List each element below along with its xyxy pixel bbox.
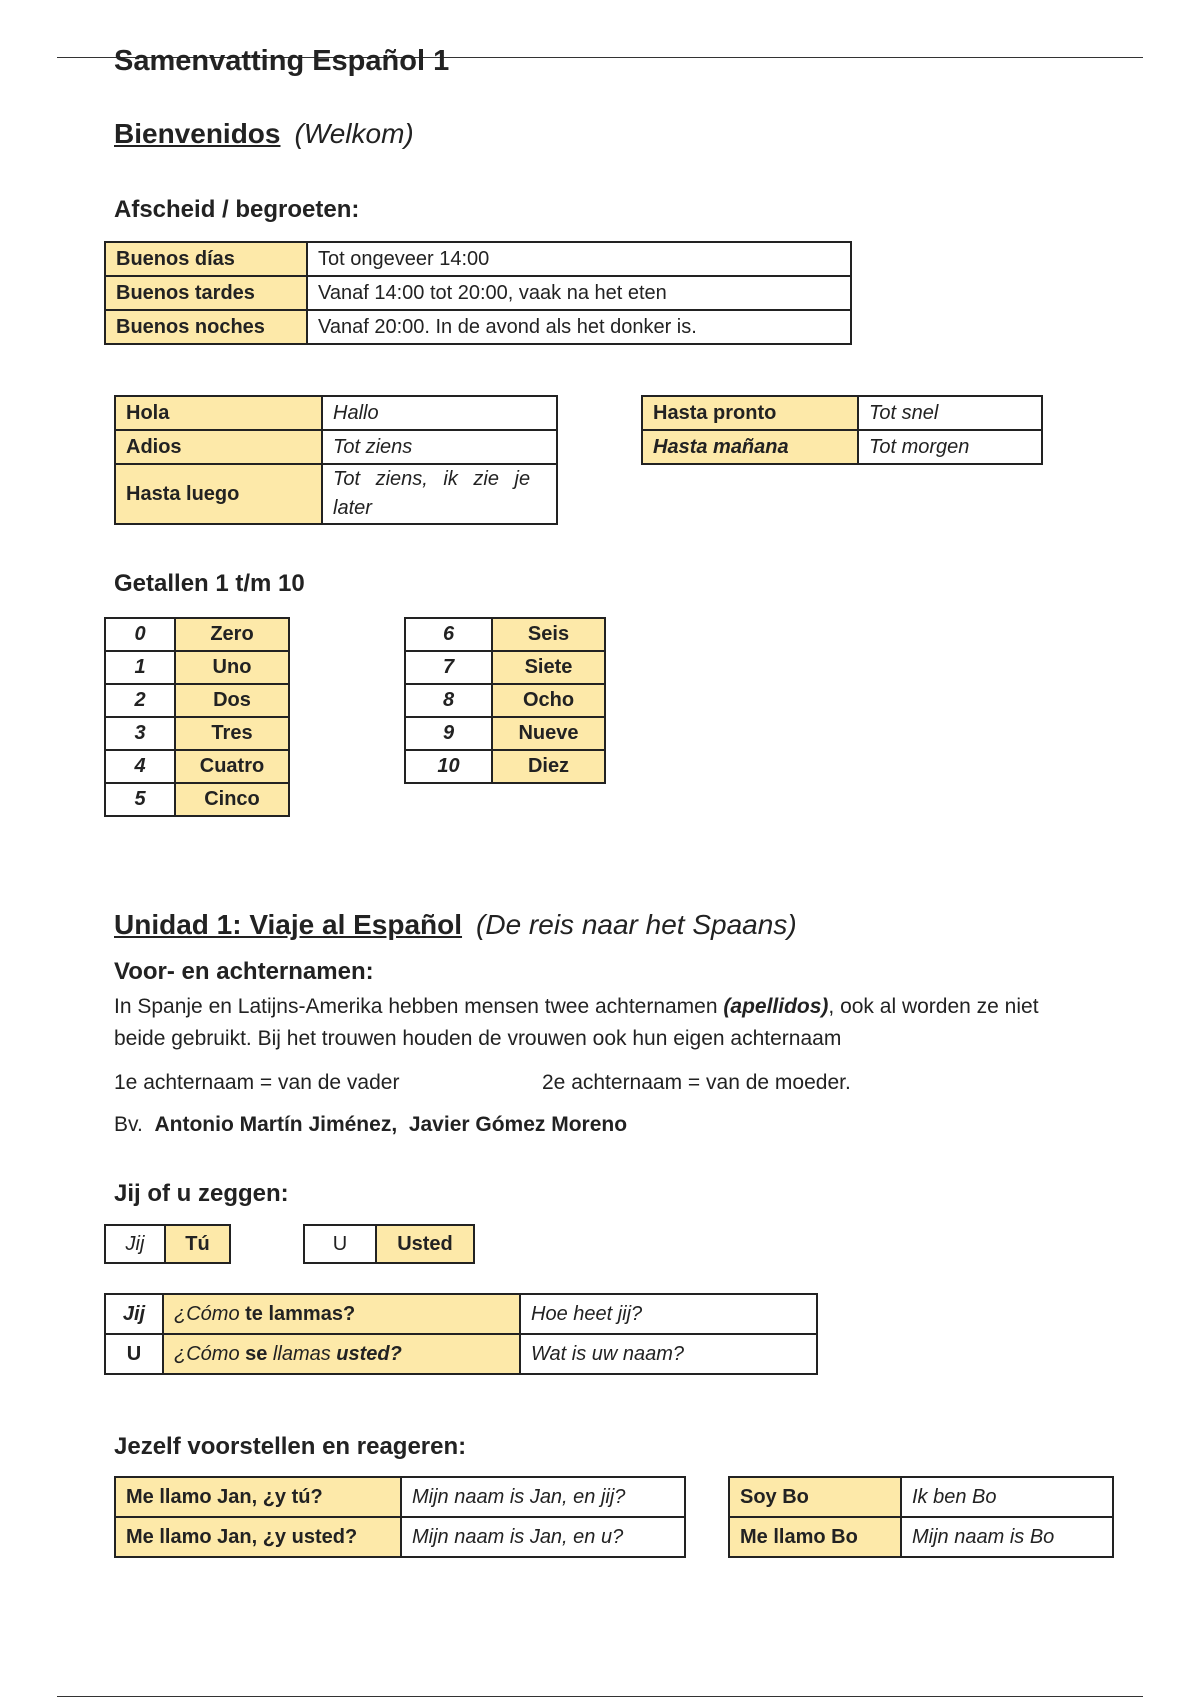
table-cell: Nueve xyxy=(492,717,605,750)
first-surname-note: 1e achternaam = van de vader xyxy=(114,1071,400,1094)
table-cell: Buenos noches xyxy=(105,310,307,344)
page-title: Samenvatting Español 1 xyxy=(114,45,450,77)
table-cell: 5 xyxy=(105,783,175,816)
table-cell: 3 xyxy=(105,717,175,750)
table-cell: Tot snel xyxy=(858,396,1042,430)
example-prefix: Bv. xyxy=(114,1113,143,1136)
names-paragraph-line2: beide gebruikt. Bij het trouwen houden de vrouwen ook hun eigen achternaam xyxy=(114,1027,842,1050)
table-cell: 2 xyxy=(105,684,175,717)
q-part: se xyxy=(245,1342,268,1365)
table-cell: 8 xyxy=(405,684,492,717)
table-row xyxy=(115,464,557,524)
table-cell: 4 xyxy=(105,750,175,783)
formal-heading: Jij of u zeggen: xyxy=(114,1180,289,1207)
table-cell: Seis xyxy=(492,618,605,651)
table-cell: Buenos tardes xyxy=(105,276,307,310)
table-cell: Tot ziens xyxy=(322,430,557,464)
intro-heading: Jezelf voorstellen en reageren: xyxy=(114,1433,467,1460)
table-row xyxy=(115,1517,685,1557)
table-cell: Tot morgen xyxy=(858,430,1042,464)
names-paragraph-line1 xyxy=(114,990,1039,1023)
q-part: llamas xyxy=(267,1342,337,1365)
bienvenidos-heading xyxy=(114,118,414,150)
table-cell: Adios xyxy=(115,430,322,464)
q-part: usted? xyxy=(336,1342,402,1365)
table-row xyxy=(115,396,557,430)
table-row xyxy=(105,276,851,310)
table-cell: Hoe heet jij? xyxy=(520,1294,817,1334)
greetings-heading: Afscheid / begroeten: xyxy=(114,196,360,223)
table-row xyxy=(405,750,605,783)
table-cell: Tot ziens, ik zie je later xyxy=(322,464,557,524)
table-cell: Tres xyxy=(175,717,289,750)
q-part: ¿Cómo xyxy=(174,1342,246,1365)
table-cell: Vanaf 14:00 tot 20:00, vaak na het eten xyxy=(307,276,851,310)
table-cell: Ik ben Bo xyxy=(901,1477,1113,1517)
table-cell: Uno xyxy=(175,651,289,684)
numbers-table-left xyxy=(104,617,290,817)
table-row xyxy=(105,310,851,344)
table-cell: Siete xyxy=(492,651,605,684)
intro-table-left xyxy=(114,1476,686,1558)
table-row xyxy=(642,396,1042,430)
table-row xyxy=(405,618,605,651)
example-name-1: Antonio Martín Jiménez, xyxy=(154,1113,398,1136)
table-cell: 9 xyxy=(405,717,492,750)
apellidos-term: (apellidos) xyxy=(723,995,829,1018)
table-row xyxy=(105,651,289,684)
q-part: te lammas? xyxy=(245,1302,356,1325)
table-cell: Mijn naam is Jan, en jij? xyxy=(401,1477,685,1517)
table-cell: Jij xyxy=(105,1294,163,1334)
second-surname-note: 2e achternaam = van de moeder. xyxy=(542,1071,851,1094)
unidad1-title: Unidad 1: Viaje al Español xyxy=(114,909,463,940)
table-cell: Hola xyxy=(115,396,322,430)
table-row xyxy=(105,242,851,276)
table-row xyxy=(105,717,289,750)
u-usted-box xyxy=(303,1224,475,1264)
table-row xyxy=(105,1225,230,1263)
table-cell: Vanaf 20:00. In de avond als het donker is. xyxy=(307,310,851,344)
table-row xyxy=(105,1334,817,1374)
table-cell: Dos xyxy=(175,684,289,717)
table-cell: Wat is uw naam? xyxy=(520,1334,817,1374)
table-cell: Cuatro xyxy=(175,750,289,783)
table-cell: Tot ongeveer 14:00 xyxy=(307,242,851,276)
bottom-rule xyxy=(57,1696,1143,1697)
table-cell: Soy Bo xyxy=(729,1477,901,1517)
greetings-time-table xyxy=(104,241,852,345)
table-cell: Jij xyxy=(105,1225,165,1263)
greetings-phrases-right xyxy=(641,395,1043,465)
bienvenidos-title: Bienvenidos xyxy=(114,118,281,149)
table-cell: Hasta luego xyxy=(115,464,322,524)
numbers-table-right xyxy=(404,617,606,784)
table-cell: Zero xyxy=(175,618,289,651)
table-row xyxy=(115,1477,685,1517)
unidad1-translation: (De reis naar het Spaans) xyxy=(476,909,797,940)
table-cell: 0 xyxy=(105,618,175,651)
names-heading: Voor- en achternamen: xyxy=(114,958,374,985)
table-row xyxy=(405,651,605,684)
table-row xyxy=(304,1225,474,1263)
table-row xyxy=(729,1517,1113,1557)
example-name-2: Javier Gómez Moreno xyxy=(408,1113,628,1136)
names-text-c: , ook al worden ze niet xyxy=(828,995,1039,1018)
table-row xyxy=(405,684,605,717)
table-cell: Hasta mañana xyxy=(642,430,858,464)
table-row xyxy=(642,430,1042,464)
table-row xyxy=(105,750,289,783)
table-cell: Hasta pronto xyxy=(642,396,858,430)
table-cell: Diez xyxy=(492,750,605,783)
table-cell: Mijn naam is Jan, en u? xyxy=(401,1517,685,1557)
formal-questions-table xyxy=(104,1293,818,1375)
table-row xyxy=(105,684,289,717)
table-row xyxy=(105,618,289,651)
table-cell: Buenos días xyxy=(105,242,307,276)
table-cell: Hallo xyxy=(322,396,557,430)
table-cell: 7 xyxy=(405,651,492,684)
bienvenidos-translation: (Welkom) xyxy=(294,118,414,149)
table-row xyxy=(115,430,557,464)
table-row xyxy=(105,1294,817,1334)
names-text-a: In Spanje en Latijns-Amerika hebben mensen twee achternamen xyxy=(114,995,718,1018)
table-cell: Tú xyxy=(165,1225,230,1263)
table-cell: 6 xyxy=(405,618,492,651)
table-cell: Mijn naam is Bo xyxy=(901,1517,1113,1557)
table-row xyxy=(105,783,289,816)
unidad1-heading xyxy=(114,909,797,941)
greetings-phrases-left xyxy=(114,395,558,525)
table-row xyxy=(405,717,605,750)
q-part: ¿Cómo xyxy=(174,1302,246,1325)
table-cell: U xyxy=(105,1334,163,1374)
names-example xyxy=(114,1108,627,1141)
intro-table-right xyxy=(728,1476,1114,1558)
table-row xyxy=(729,1477,1113,1517)
numbers-heading: Getallen 1 t/m 10 xyxy=(114,570,305,597)
table-cell: 10 xyxy=(405,750,492,783)
table-cell: Usted xyxy=(376,1225,474,1263)
table-cell xyxy=(163,1294,520,1334)
table-cell xyxy=(163,1334,520,1374)
table-cell: Me llamo Jan, ¿y usted? xyxy=(115,1517,401,1557)
table-cell: Ocho xyxy=(492,684,605,717)
table-cell: Cinco xyxy=(175,783,289,816)
table-cell: Me llamo Bo xyxy=(729,1517,901,1557)
table-cell: U xyxy=(304,1225,376,1263)
table-cell: Me llamo Jan, ¿y tú? xyxy=(115,1477,401,1517)
table-cell: 1 xyxy=(105,651,175,684)
jij-tu-box xyxy=(104,1224,231,1264)
